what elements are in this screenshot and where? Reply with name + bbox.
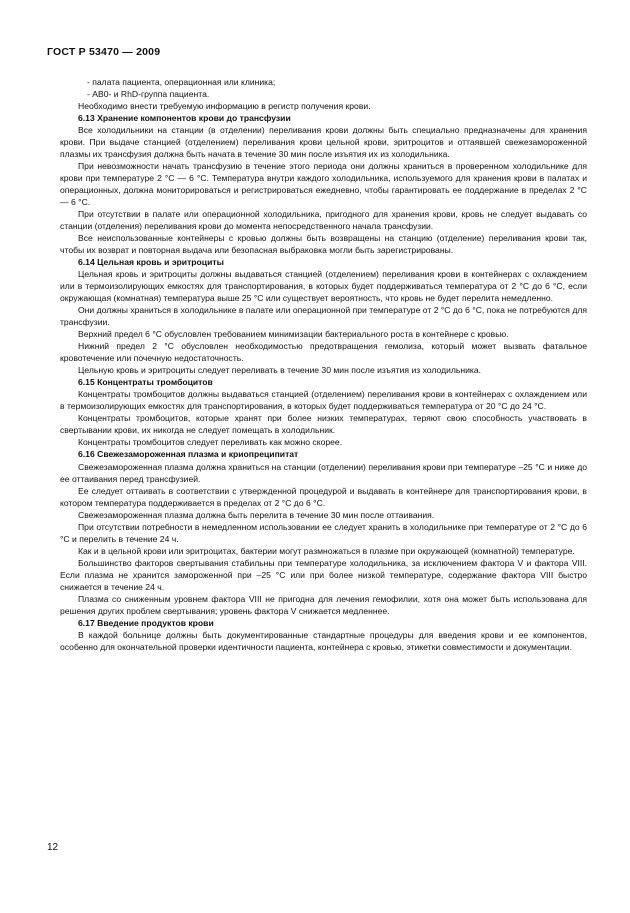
list-item: - АВ0- и RhD-группа пациента. — [87, 89, 210, 100]
paragraph: Все неиспользованные контейнеры с кровью должны быть возвращены на станцию (отделение) переливания крови так, чтобы их возврат и повторная выдача или безопасная выбраковка могли быть зарегистрированы. — [60, 233, 587, 256]
section-heading: 6.16 Свежезамороженная плазма и криопреципитат — [78, 449, 299, 460]
paragraph: Концентраты тромбоцитов должны выдаваться станцией (отделением) переливания крови в контейнерах с охлаждением или в термоизолирующих емкостях для транспортирования, в которых будет поддерживаться температура от 20 °С до 24 °С. — [60, 389, 587, 412]
paragraph: Цельная кровь и эритроциты должны выдаваться станцией (отделением) переливания крови в контейнерах с охлаждением или в термоизолирующих емкостях для транспортирования, в которых будет поддерживаться температура от 2 °С до 6 °С, если окружающая (комнатная) температура выше 25 °С или существует вероятность, что кровь не будет перелита немедленно. — [60, 269, 587, 304]
paragraph: При отсутствии потребности в немедленном использовании ее следует хранить в холодильнике при температуре от 2 °С до 6 °С и перелить в течение 24 ч. — [60, 521, 587, 544]
paragraph: Свежезамороженная плазма должна быть перелита в течение 30 мин после оттаивания. — [78, 509, 435, 520]
standard-header: ГОСТ Р 53470 — 2009 — [47, 46, 161, 58]
paragraph: Необходимо внести требуемую информацию в регистр получения крови. — [78, 101, 371, 112]
document-body — [60, 76, 587, 653]
section-heading: 6.17 Введение продуктов крови — [78, 617, 214, 628]
paragraph: При невозможности начать трансфузию в течение этого периода они должны храниться в проверенном холодильнике для крови при температуре 2 °С — 6 °С. Температура внутри каждого холодильника, используемого для хранения крови в палатах и операционных, должна мониторироваться и регистрироваться ежедневно, чтобы гарантировать ее поддержание в пределах 2 °С — 6 °С. — [60, 161, 587, 208]
paragraph: Свежезамороженная плазма должна храниться на станции (отделении) переливания крови при температуре –25 °С и ниже до ее оттаивания перед трансфузией. — [60, 461, 587, 484]
page-number: 12 — [47, 842, 59, 853]
paragraph: Концентраты тромбоцитов, которые хранят при более низких температурах, теряют свою способность участвовать в свертывании крови, их никогда не следует помещать в холодильник. — [60, 413, 587, 436]
section-heading: 6.13 Хранение компонентов крови до трансфузии — [78, 113, 291, 124]
paragraph: Как и в цельной крови или эритроцитах, бактерии могут размножаться в плазме при окружающей (комнатной) температуре. — [78, 545, 575, 556]
paragraph: Нижний предел 2 °С обусловлен необходимостью предотвращения гемолиза, который может вызвать фатальное кровотечение или почечную недостаточность. — [60, 341, 587, 364]
paragraph: Концентраты тромбоцитов следует переливать как можно скорее. — [78, 437, 343, 448]
paragraph: Большинство факторов свертывания стабильны при температуре холодильника, за исключением фактора V и фактора VIII. Если плазма не хранится замороженной при –25 °С или при более низкой температуре, содержание фактора VIII быстро снижается в течение 24 ч. — [60, 557, 587, 592]
section-heading: 6.14 Цельная кровь и эритроциты — [78, 257, 224, 268]
section-heading: 6.15 Концентраты тромбоцитов — [78, 377, 213, 388]
list-item: - палата пациента, операционная или клиника; — [87, 77, 276, 87]
paragraph: Плазма со сниженным уровнем фактора VIII не пригодна для лечения гемофилии, хотя она может быть использована для решения других проблем свертывания; уровень фактора V снижается медленнее. — [60, 593, 587, 616]
paragraph: При отсутствии в палате или операционной холодильника, пригодного для хранения крови, кровь не следует выдавать со станции (отделения) переливания крови до момента непосредственного начала трансфузии. — [60, 209, 587, 232]
paragraph: Цельную кровь и эритроциты следует переливать в течение 30 мин после изъятия из холодильника. — [78, 365, 482, 376]
paragraph: Верхний предел 6 °С обусловлен требованием минимизации бактериального роста в контейнере с кровью. — [78, 329, 509, 340]
paragraph: Они должны храниться в холодильнике в палате или операционной при температуре от 2 °С до 6 °С, пока не потребуются для трансфузии. — [60, 305, 587, 328]
paragraph: Все холодильники на станции (в отделении) переливания крови должны быть специально предназначены для хранения крови. При выдаче станцией (отделением) переливания крови цельной крови, эритроцитов и оттаявшей свежезамороженной плазмы их трансфузия должна быть начата в течение 30 мин после изъятия их из холодильника. — [60, 125, 587, 160]
paragraph: Ее следует оттаивать в соответствии с утвержденной процедурой и выдавать в контейнере для транспортирования крови, в котором температура поддерживается в пределах от 2 °С до 6 °С. — [60, 485, 587, 508]
paragraph: В каждой больнице должны быть документированные стандартные процедуры для введения крови и ее компонентов, особенно для окончательной проверки идентичности пациента, контейнера с кровью, этикетки совместимости и документации. — [60, 629, 587, 652]
